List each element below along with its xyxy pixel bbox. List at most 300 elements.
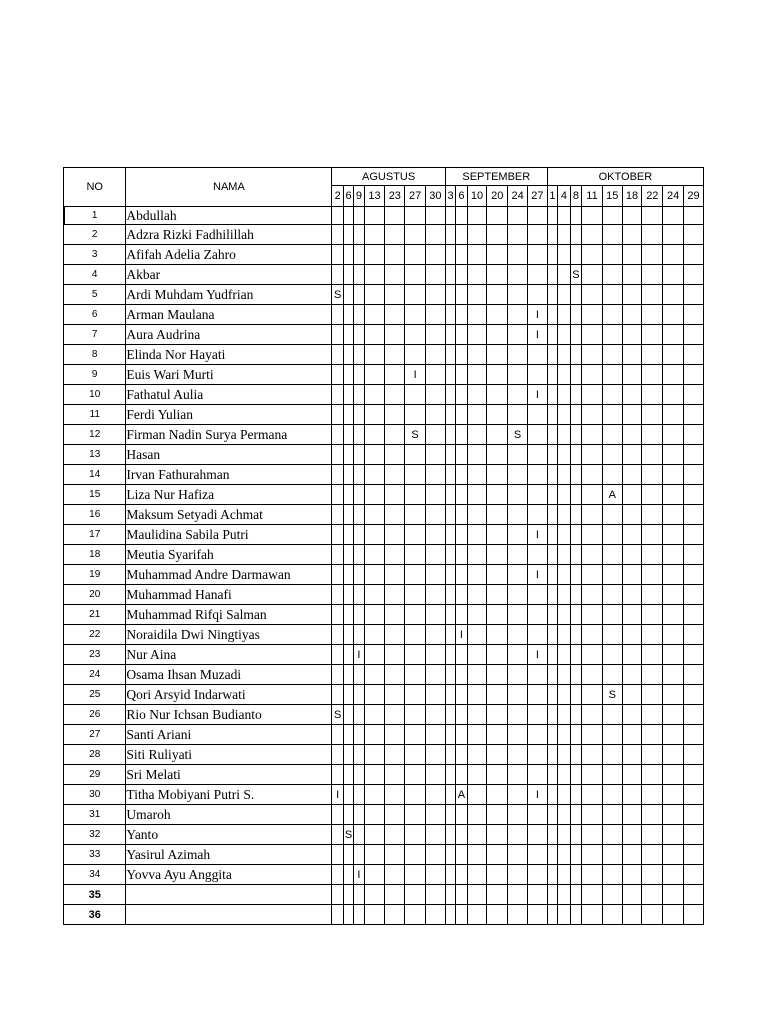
attendance-cell: [558, 845, 570, 865]
attendance-cell: [426, 825, 446, 845]
attendance-cell: [426, 465, 446, 485]
attendance-cell: [426, 685, 446, 705]
attendance-cell: [570, 845, 581, 865]
attendance-cell: [558, 745, 570, 765]
attendance-cell: [570, 285, 581, 305]
attendance-cell: [354, 805, 364, 825]
attendance-cell: [487, 425, 508, 445]
attendance-cell: [527, 465, 547, 485]
attendance-cell: [508, 525, 528, 545]
attendance-cell: [487, 485, 508, 505]
student-name: Umaroh: [126, 805, 332, 825]
attendance-cell: [385, 465, 405, 485]
attendance-cell: [354, 725, 364, 745]
attendance-cell: [558, 585, 570, 605]
attendance-cell: [364, 765, 385, 785]
attendance-cell: [582, 405, 603, 425]
student-name: Aura Audrina: [126, 325, 332, 345]
attendance-cell: [456, 725, 467, 745]
attendance-cell: [364, 885, 385, 905]
attendance-cell: [547, 805, 557, 825]
attendance-cell: [663, 705, 684, 725]
attendance-cell: [364, 825, 385, 845]
table-row: [64, 785, 704, 805]
attendance-cell: [332, 825, 343, 845]
attendance-cell: [385, 885, 405, 905]
attendance-cell: [487, 605, 508, 625]
day-header: 3: [445, 186, 455, 207]
attendance-cell: [558, 725, 570, 745]
attendance-cell: [405, 505, 426, 525]
attendance-cell: [508, 805, 528, 825]
attendance-cell: [354, 665, 364, 685]
attendance-cell: [445, 885, 455, 905]
row-number: 19: [64, 565, 126, 585]
day-header: 15: [602, 186, 622, 207]
attendance-cell: [582, 805, 603, 825]
table-row: [64, 765, 704, 785]
attendance-cell: A: [602, 485, 622, 505]
table-row: [64, 805, 704, 825]
attendance-cell: [622, 345, 642, 365]
attendance-cell: [570, 605, 581, 625]
attendance-cell: [622, 445, 642, 465]
attendance-cell: [445, 325, 455, 345]
attendance-cell: [354, 705, 364, 725]
attendance-cell: [487, 885, 508, 905]
attendance-cell: [547, 485, 557, 505]
row-number: 13: [64, 445, 126, 465]
attendance-cell: [364, 625, 385, 645]
attendance-cell: [364, 207, 385, 225]
table-row: [64, 705, 704, 725]
attendance-cell: [622, 365, 642, 385]
attendance-cell: [663, 465, 684, 485]
attendance-cell: I: [527, 525, 547, 545]
attendance-cell: [487, 745, 508, 765]
attendance-cell: [582, 385, 603, 405]
attendance-cell: [487, 585, 508, 605]
attendance-cell: [622, 285, 642, 305]
table-row: [64, 265, 704, 285]
day-header: 27: [527, 186, 547, 207]
day-header: 27: [405, 186, 426, 207]
attendance-cell: [487, 325, 508, 345]
attendance-cell: [354, 605, 364, 625]
attendance-cell: [487, 505, 508, 525]
attendance-cell: [456, 385, 467, 405]
attendance-cell: [332, 345, 343, 365]
attendance-cell: [405, 345, 426, 365]
attendance-cell: [487, 545, 508, 565]
attendance-cell: [558, 245, 570, 265]
attendance-cell: [622, 865, 642, 885]
attendance-cell: [547, 285, 557, 305]
attendance-cell: [547, 605, 557, 625]
attendance-cell: [354, 345, 364, 365]
row-number: 28: [64, 745, 126, 765]
attendance-cell: [364, 645, 385, 665]
attendance-cell: [558, 405, 570, 425]
attendance-cell: [456, 425, 467, 445]
table-row: [64, 825, 704, 845]
attendance-cell: [467, 485, 487, 505]
student-name: Abdullah: [126, 207, 332, 225]
attendance-cell: [405, 885, 426, 905]
attendance-cell: [405, 625, 426, 645]
attendance-cell: [602, 825, 622, 845]
attendance-cell: [570, 865, 581, 885]
attendance-cell: [445, 785, 455, 805]
attendance-cell: [467, 405, 487, 425]
student-name: Adzra Rizki Fadhilillah: [126, 225, 332, 245]
attendance-cell: [663, 385, 684, 405]
attendance-cell: [508, 207, 528, 225]
attendance-cell: [332, 465, 343, 485]
attendance-cell: [405, 225, 426, 245]
attendance-cell: [426, 625, 446, 645]
attendance-cell: [445, 265, 455, 285]
attendance-cell: [385, 245, 405, 265]
attendance-cell: [663, 905, 684, 925]
attendance-cell: [582, 365, 603, 385]
attendance-cell: [622, 545, 642, 565]
attendance-cell: [642, 625, 663, 645]
attendance-cell: [364, 405, 385, 425]
attendance-cell: [354, 325, 364, 345]
attendance-cell: I: [332, 785, 343, 805]
attendance-cell: [405, 325, 426, 345]
attendance-cell: [663, 765, 684, 785]
attendance-cell: [684, 685, 704, 705]
attendance-cell: I: [527, 565, 547, 585]
attendance-cell: [487, 285, 508, 305]
attendance-cell: [642, 285, 663, 305]
attendance-cell: [364, 685, 385, 705]
attendance-cell: [642, 445, 663, 465]
attendance-cell: [456, 565, 467, 585]
attendance-cell: [405, 207, 426, 225]
attendance-cell: [570, 905, 581, 925]
attendance-cell: [332, 325, 343, 345]
attendance-cell: [684, 345, 704, 365]
month-header: OKTOBER: [547, 168, 703, 186]
attendance-cell: [508, 845, 528, 865]
attendance-cell: [622, 525, 642, 545]
attendance-cell: [332, 885, 343, 905]
attendance-cell: [622, 805, 642, 825]
attendance-cell: [663, 365, 684, 385]
day-header: 23: [385, 186, 405, 207]
attendance-cell: [405, 665, 426, 685]
attendance-cell: I: [405, 365, 426, 385]
attendance-cell: [527, 625, 547, 645]
attendance-cell: [582, 625, 603, 645]
attendance-cell: [663, 285, 684, 305]
attendance-cell: [487, 805, 508, 825]
attendance-cell: [582, 465, 603, 485]
attendance-cell: [547, 207, 557, 225]
month-header: AGUSTUS: [332, 168, 445, 186]
attendance-cell: [426, 905, 446, 925]
student-name: Sri Melati: [126, 765, 332, 785]
row-number: 29: [64, 765, 126, 785]
attendance-cell: [547, 505, 557, 525]
attendance-cell: [570, 445, 581, 465]
attendance-cell: [343, 665, 353, 685]
attendance-cell: [508, 265, 528, 285]
student-name: Ardi Muhdam Yudfrian: [126, 285, 332, 305]
attendance-cell: [684, 265, 704, 285]
attendance-cell: [527, 765, 547, 785]
attendance-cell: [684, 305, 704, 325]
attendance-cell: [547, 825, 557, 845]
attendance-cell: [602, 745, 622, 765]
attendance-cell: [642, 865, 663, 885]
attendance-cell: [445, 705, 455, 725]
row-number: 31: [64, 805, 126, 825]
attendance-cell: [547, 785, 557, 805]
attendance-cell: [364, 665, 385, 685]
attendance-cell: [456, 685, 467, 705]
attendance-cell: [354, 285, 364, 305]
attendance-cell: [467, 305, 487, 325]
attendance-cell: [364, 305, 385, 325]
attendance-cell: [426, 865, 446, 885]
attendance-cell: [642, 645, 663, 665]
student-name: Osama Ihsan Muzadi: [126, 665, 332, 685]
attendance-cell: [467, 685, 487, 705]
row-number: 3: [64, 245, 126, 265]
attendance-cell: [602, 285, 622, 305]
attendance-cell: [364, 565, 385, 585]
attendance-cell: [602, 625, 622, 645]
attendance-cell: [642, 565, 663, 585]
attendance-cell: [684, 705, 704, 725]
row-number: 24: [64, 665, 126, 685]
attendance-cell: [343, 285, 353, 305]
attendance-cell: [445, 305, 455, 325]
attendance-cell: [558, 665, 570, 685]
attendance-cell: [405, 465, 426, 485]
student-name: Meutia Syarifah: [126, 545, 332, 565]
attendance-cell: [642, 425, 663, 445]
attendance-cell: [332, 405, 343, 425]
attendance-cell: [582, 207, 603, 225]
attendance-cell: [570, 425, 581, 445]
attendance-cell: [332, 365, 343, 385]
attendance-cell: [570, 565, 581, 585]
attendance-cell: [332, 905, 343, 925]
attendance-cell: [405, 725, 426, 745]
attendance-cell: [343, 505, 353, 525]
row-number: 7: [64, 325, 126, 345]
attendance-cell: [602, 545, 622, 565]
attendance-cell: [684, 565, 704, 585]
attendance-cell: [508, 605, 528, 625]
attendance-cell: [385, 865, 405, 885]
attendance-cell: I: [527, 325, 547, 345]
attendance-cell: [684, 585, 704, 605]
attendance-cell: [385, 505, 405, 525]
attendance-cell: [456, 545, 467, 565]
attendance-cell: S: [508, 425, 528, 445]
attendance-cell: [663, 565, 684, 585]
attendance-cell: [663, 245, 684, 265]
attendance-cell: [343, 265, 353, 285]
attendance-cell: [684, 825, 704, 845]
attendance-cell: [570, 245, 581, 265]
attendance-cell: [426, 565, 446, 585]
student-name: Nur Aina: [126, 645, 332, 665]
attendance-cell: [547, 685, 557, 705]
attendance-cell: [527, 425, 547, 445]
attendance-cell: [467, 465, 487, 485]
attendance-cell: [527, 685, 547, 705]
table-row: [64, 605, 704, 625]
attendance-cell: [622, 745, 642, 765]
attendance-cell: [582, 545, 603, 565]
attendance-cell: [602, 425, 622, 445]
attendance-cell: [547, 445, 557, 465]
attendance-cell: [547, 305, 557, 325]
attendance-cell: [602, 765, 622, 785]
attendance-cell: [602, 845, 622, 865]
attendance-cell: [570, 765, 581, 785]
attendance-cell: [456, 465, 467, 485]
attendance-cell: [558, 525, 570, 545]
attendance-cell: [354, 565, 364, 585]
attendance-cell: [385, 225, 405, 245]
no-column-header: NO: [64, 168, 126, 207]
attendance-cell: [487, 265, 508, 285]
attendance-cell: [508, 585, 528, 605]
attendance-cell: [364, 425, 385, 445]
attendance-cell: [558, 365, 570, 385]
attendance-cell: [385, 425, 405, 445]
attendance-cell: [547, 705, 557, 725]
attendance-cell: [343, 207, 353, 225]
attendance-cell: [547, 565, 557, 585]
day-header: 22: [642, 186, 663, 207]
table-row: [64, 685, 704, 705]
attendance-cell: [684, 425, 704, 445]
attendance-cell: [602, 565, 622, 585]
attendance-cell: [364, 465, 385, 485]
attendance-cell: [558, 445, 570, 465]
attendance-cell: [642, 525, 663, 545]
attendance-cell: [547, 665, 557, 685]
attendance-cell: [385, 325, 405, 345]
attendance-cell: [582, 865, 603, 885]
table-row: [64, 505, 704, 525]
day-header: 2: [332, 186, 343, 207]
table-row: [64, 365, 704, 385]
attendance-cell: [547, 525, 557, 545]
attendance-cell: S: [332, 285, 343, 305]
attendance-cell: [426, 745, 446, 765]
day-header: 29: [684, 186, 704, 207]
attendance-cell: [385, 825, 405, 845]
attendance-cell: [508, 565, 528, 585]
attendance-cell: [385, 665, 405, 685]
student-name: Liza Nur Hafiza: [126, 485, 332, 505]
attendance-cell: [332, 625, 343, 645]
attendance-cell: [332, 445, 343, 465]
attendance-cell: [663, 625, 684, 645]
attendance-cell: [405, 245, 426, 265]
attendance-cell: [343, 645, 353, 665]
attendance-cell: [405, 705, 426, 725]
attendance-cell: [622, 225, 642, 245]
attendance-cell: [508, 665, 528, 685]
attendance-cell: [405, 645, 426, 665]
attendance-cell: [602, 725, 622, 745]
attendance-cell: [582, 345, 603, 365]
attendance-cell: [558, 505, 570, 525]
attendance-cell: S: [602, 685, 622, 705]
attendance-cell: [467, 525, 487, 545]
attendance-cell: [364, 285, 385, 305]
attendance-cell: [354, 525, 364, 545]
nama-column-header: NAMA: [126, 168, 332, 207]
attendance-cell: [602, 345, 622, 365]
attendance-cell: [582, 565, 603, 585]
table-row: [64, 885, 704, 905]
attendance-cell: [547, 625, 557, 645]
attendance-cell: [570, 645, 581, 665]
attendance-cell: [684, 865, 704, 885]
attendance-cell: [663, 305, 684, 325]
attendance-cell: [332, 665, 343, 685]
attendance-cell: [426, 445, 446, 465]
attendance-cell: [354, 505, 364, 525]
attendance-cell: [487, 785, 508, 805]
attendance-cell: [456, 905, 467, 925]
attendance-cell: [487, 525, 508, 545]
attendance-cell: [364, 225, 385, 245]
attendance-cell: [456, 825, 467, 845]
attendance-cell: [558, 905, 570, 925]
attendance-cell: [547, 265, 557, 285]
student-name: Firman Nadin Surya Permana: [126, 425, 332, 445]
attendance-cell: [445, 645, 455, 665]
attendance-cell: [405, 865, 426, 885]
attendance-cell: [332, 845, 343, 865]
attendance-cell: [602, 245, 622, 265]
attendance-cell: A: [456, 785, 467, 805]
attendance-cell: [467, 207, 487, 225]
attendance-cell: [602, 445, 622, 465]
attendance-cell: [508, 225, 528, 245]
attendance-cell: [487, 465, 508, 485]
student-name: Yasirul Azimah: [126, 845, 332, 865]
attendance-cell: [456, 805, 467, 825]
month-header: SEPTEMBER: [445, 168, 547, 186]
attendance-cell: [622, 245, 642, 265]
attendance-cell: [456, 445, 467, 465]
attendance-cell: [343, 225, 353, 245]
attendance-cell: [343, 685, 353, 705]
attendance-cell: [467, 905, 487, 925]
attendance-cell: [332, 605, 343, 625]
attendance-cell: [642, 685, 663, 705]
attendance-cell: [364, 365, 385, 385]
attendance-cell: [385, 365, 405, 385]
attendance-cell: [487, 365, 508, 385]
attendance-cell: [622, 565, 642, 585]
attendance-cell: [456, 365, 467, 385]
